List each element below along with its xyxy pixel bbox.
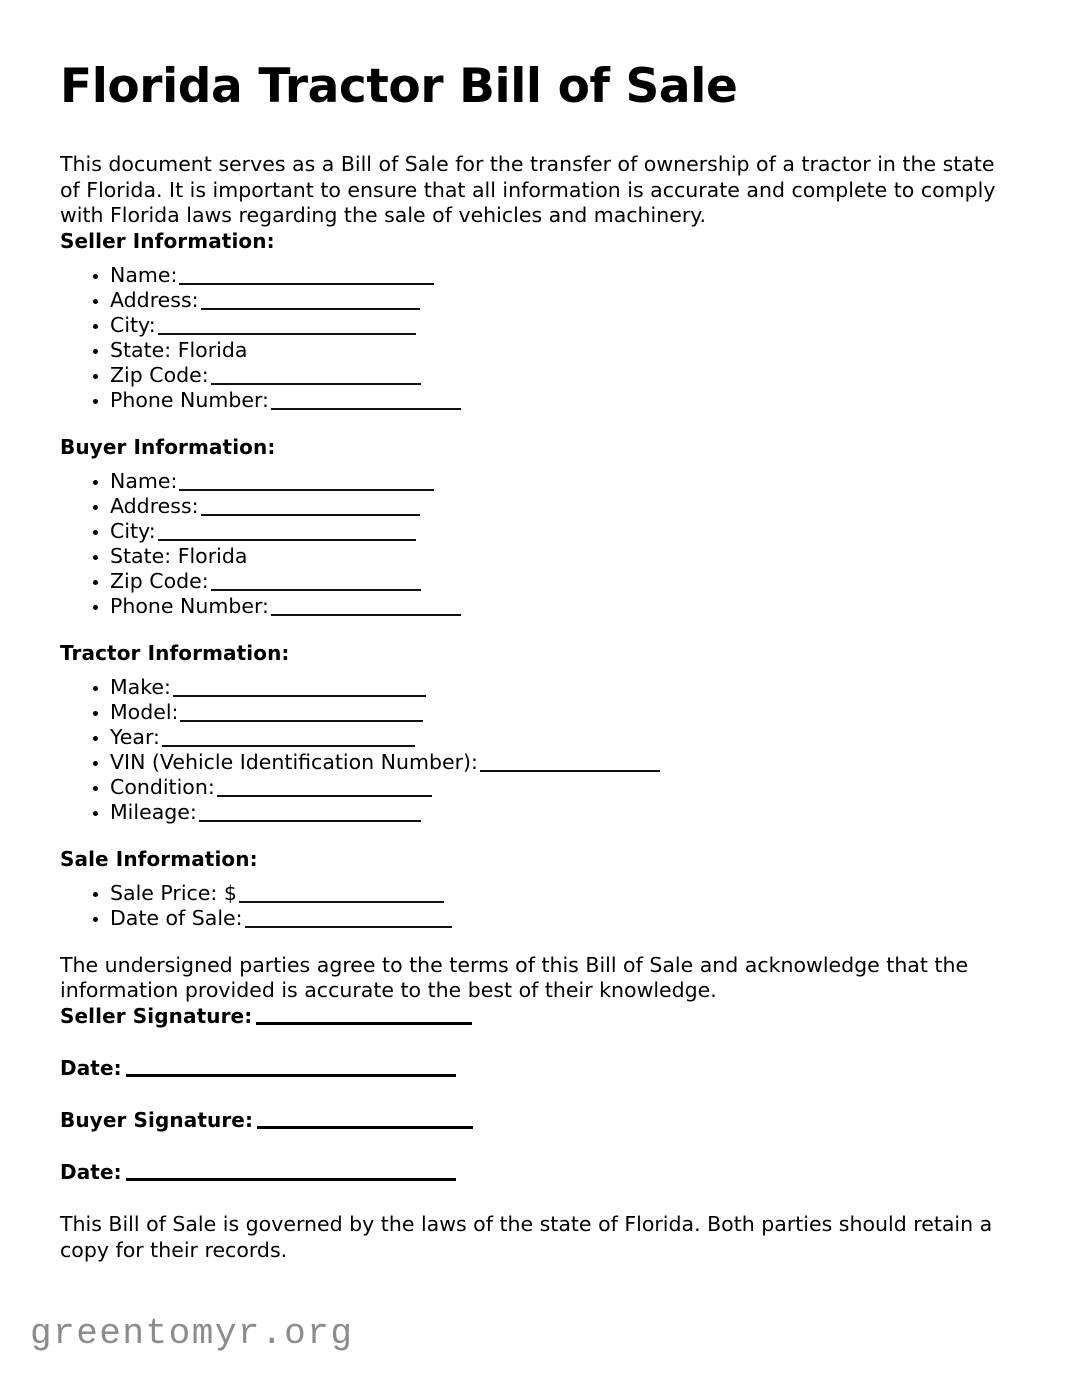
form-field-label: State: bbox=[110, 337, 172, 362]
form-field-row bbox=[60, 750, 1013, 775]
form-field-label: City: bbox=[110, 312, 156, 337]
signature-blank[interactable] bbox=[126, 1058, 456, 1077]
page-title: Florida Tractor Bill of Sale bbox=[60, 59, 738, 114]
form-field-blank[interactable] bbox=[179, 266, 434, 285]
form-field-row bbox=[60, 363, 1013, 388]
sale-field-list bbox=[60, 881, 1013, 931]
signature-label: Date: bbox=[60, 1055, 122, 1080]
form-field-row bbox=[60, 675, 1013, 700]
form-field-row bbox=[60, 469, 1013, 494]
form-field-blank[interactable] bbox=[211, 572, 421, 591]
agreement-paragraph: The undersigned parties agree to the terms of this Bill of Sale and acknowledge that the information provided is accurate to the best of their knowledge. bbox=[60, 952, 969, 1003]
signature-line bbox=[60, 1108, 1013, 1132]
form-field-label: VIN (Vehicle Identification Number): bbox=[110, 749, 478, 774]
form-field-label: Date of Sale: bbox=[110, 905, 243, 930]
form-field-label: Year: bbox=[110, 724, 160, 749]
form-field-label: State: bbox=[110, 543, 172, 568]
form-field-blank[interactable] bbox=[158, 316, 416, 335]
form-field-row bbox=[60, 494, 1013, 519]
form-field-label: Make: bbox=[110, 674, 171, 699]
form-field-blank[interactable] bbox=[201, 291, 420, 310]
seller-field-list bbox=[60, 263, 1013, 413]
form-field-blank[interactable] bbox=[271, 391, 461, 410]
form-field-label: Mileage: bbox=[110, 799, 197, 824]
form-field-label: Zip Code: bbox=[110, 568, 209, 593]
form-field-label: Name: bbox=[110, 468, 178, 493]
form-field-blank[interactable] bbox=[158, 522, 416, 541]
signature-label: Buyer Signature: bbox=[60, 1107, 254, 1132]
form-field-value: Florida bbox=[171, 337, 248, 362]
signature-blank[interactable] bbox=[126, 1162, 456, 1181]
form-field-blank[interactable] bbox=[217, 778, 432, 797]
form-field-blank[interactable] bbox=[271, 597, 461, 616]
form-field-row bbox=[60, 544, 1013, 569]
sale-information-heading: Sale Information: bbox=[60, 846, 258, 871]
form-field-row bbox=[60, 700, 1013, 725]
form-field-row bbox=[60, 906, 1013, 931]
form-field-blank[interactable] bbox=[245, 909, 452, 928]
form-field-blank[interactable] bbox=[173, 678, 426, 697]
signature-line bbox=[60, 1056, 1013, 1080]
tractor-field-list bbox=[60, 675, 1013, 825]
signature-blank[interactable] bbox=[256, 1006, 472, 1025]
signature-line bbox=[60, 1004, 1013, 1028]
form-field-row bbox=[60, 800, 1013, 825]
form-field-blank[interactable] bbox=[179, 472, 434, 491]
signature-blank[interactable] bbox=[257, 1110, 473, 1129]
form-field-blank[interactable] bbox=[201, 497, 420, 516]
signature-line bbox=[60, 1160, 1013, 1184]
form-field-label: Phone Number: bbox=[110, 387, 269, 412]
form-field-row bbox=[60, 263, 1013, 288]
form-field-label: Phone Number: bbox=[110, 593, 269, 618]
form-field-label: Sale Price: $ bbox=[110, 880, 237, 905]
form-field-blank[interactable] bbox=[239, 884, 444, 903]
form-field-label: Address: bbox=[110, 493, 199, 518]
form-field-row bbox=[60, 775, 1013, 800]
form-field-blank[interactable] bbox=[162, 728, 415, 747]
buyer-information-heading: Buyer Information: bbox=[60, 434, 276, 459]
form-field-label: Condition: bbox=[110, 774, 215, 799]
form-field-row bbox=[60, 725, 1013, 750]
form-field-row bbox=[60, 288, 1013, 313]
form-field-row bbox=[60, 313, 1013, 338]
signature-label: Seller Signature: bbox=[60, 1003, 253, 1028]
form-field-label: City: bbox=[110, 518, 156, 543]
form-field-row bbox=[60, 569, 1013, 594]
form-field-row bbox=[60, 338, 1013, 363]
form-field-row bbox=[60, 881, 1013, 906]
form-field-label: Model: bbox=[110, 699, 179, 724]
form-field-blank[interactable] bbox=[211, 366, 421, 385]
form-field-row bbox=[60, 388, 1013, 413]
intro-paragraph: This document serves as a Bill of Sale for the transfer of ownership of a tractor in the state of Florida. It is important to ensure that all information is accurate and complete to comply with Florida laws regarding the sale of vehicles and machinery. bbox=[60, 152, 996, 228]
form-field-label: Zip Code: bbox=[110, 362, 209, 387]
form-field-blank[interactable] bbox=[480, 753, 660, 772]
form-field-label: Name: bbox=[110, 262, 178, 287]
signature-block bbox=[60, 1004, 1013, 1184]
form-field-label: Address: bbox=[110, 287, 199, 312]
form-field-blank[interactable] bbox=[199, 803, 421, 822]
seller-information-heading: Seller Information: bbox=[60, 228, 275, 253]
form-field-value: Florida bbox=[171, 543, 248, 568]
form-field-row bbox=[60, 594, 1013, 619]
site-watermark: greentomyr.org bbox=[30, 1313, 354, 1354]
document-body bbox=[60, 152, 1013, 1263]
closing-paragraph: This Bill of Sale is governed by the laws of the state of Florida. Both parties should retain a copy for their records. bbox=[60, 1211, 993, 1262]
signature-label: Date: bbox=[60, 1159, 122, 1184]
form-field-blank[interactable] bbox=[180, 703, 423, 722]
buyer-field-list bbox=[60, 469, 1013, 619]
form-field-row bbox=[60, 519, 1013, 544]
tractor-information-heading: Tractor Information: bbox=[60, 640, 290, 665]
